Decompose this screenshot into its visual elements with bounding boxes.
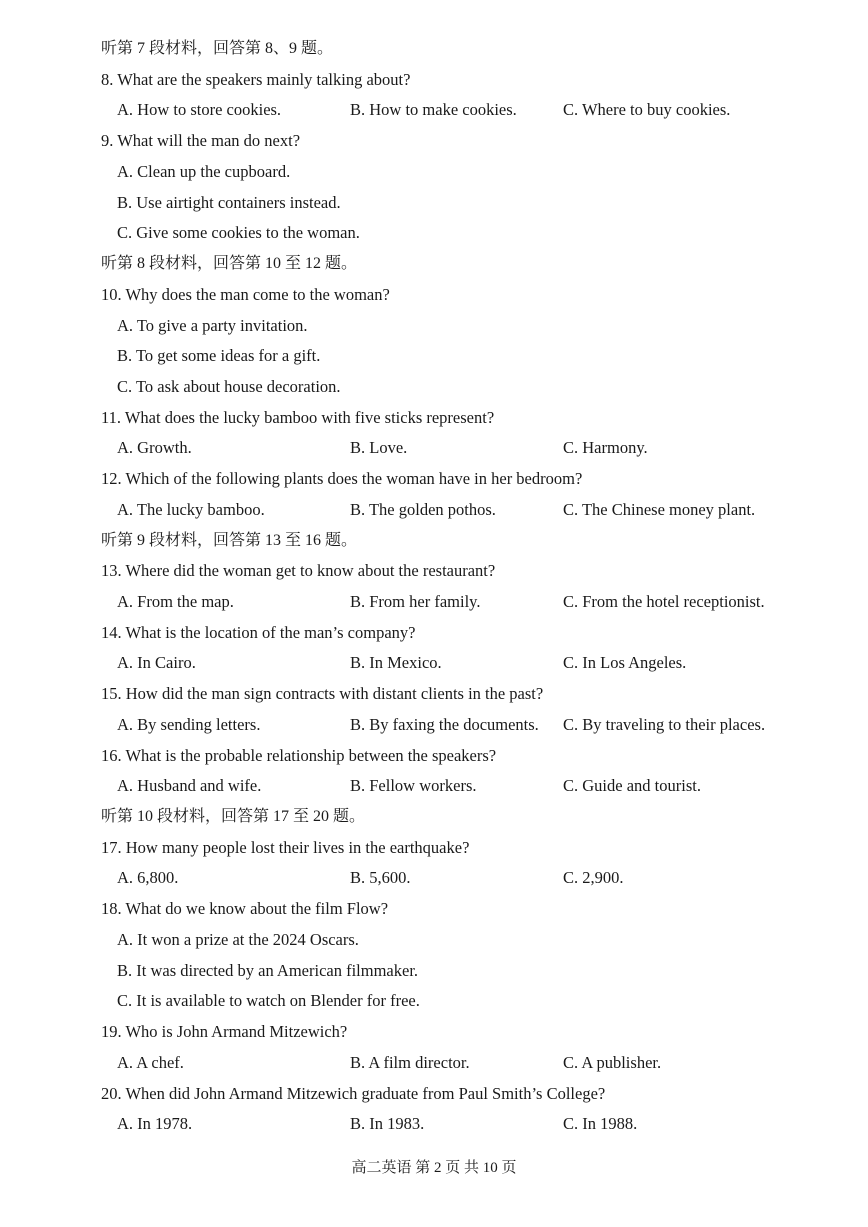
- answer-option: B. A film director.: [350, 1052, 470, 1072]
- question-stem: 13. Where did the woman get to know about the restaurant?: [101, 561, 496, 581]
- question-stem: 9. What will the man do next?: [101, 131, 301, 151]
- answer-option: B. In 1983.: [350, 1114, 425, 1134]
- question-stem: 17. How many people lost their lives in the earthquake?: [101, 837, 470, 857]
- question-stem: 12. Which of the following plants does the woman have in her bedroom?: [101, 469, 583, 489]
- question-stem: 18. What do we know about the film Flow?: [101, 899, 389, 919]
- section-instruction: 听第 10 段材料，回答第 17 至 20 题。: [101, 808, 366, 825]
- answer-option: B. Fellow workers.: [350, 776, 477, 796]
- answer-option: A. From the map.: [117, 592, 234, 611]
- answer-option: C. 2,900.: [563, 868, 624, 888]
- answer-option: C. Harmony.: [563, 438, 648, 458]
- answer-option: C. By traveling to their places.: [563, 714, 766, 734]
- answer-option: C. Give some cookies to the woman.: [117, 223, 360, 243]
- answer-option: A. Husband and wife.: [117, 776, 262, 796]
- answer-option: B. Use airtight containers instead.: [117, 192, 341, 212]
- question-stem: 8. What are the speakers mainly talking about?: [101, 69, 411, 89]
- answer-option: C. In 1988.: [563, 1114, 638, 1134]
- question-stem: 15. How did the man sign contracts with distant clients in the past?: [101, 684, 544, 704]
- answer-option: B. Love.: [350, 438, 408, 458]
- question-stem: 11. What does the lucky bamboo with five sticks represent?: [101, 407, 495, 427]
- answer-option: B. The golden pothos.: [350, 499, 496, 519]
- question-stem: 16. What is the probable relationship between the speakers?: [101, 745, 497, 765]
- answer-option: B. To get some ideas for a gift.: [117, 346, 321, 366]
- answer-option: B. From her family.: [350, 592, 481, 611]
- answer-option: A. How to store cookies.: [117, 100, 282, 120]
- question-stem: 10. Why does the man come to the woman?: [101, 284, 390, 304]
- answer-option: A. Clean up the cupboard.: [117, 161, 291, 181]
- answer-option: A. By sending letters.: [117, 714, 261, 734]
- answer-option: C. A publisher.: [563, 1052, 662, 1072]
- answer-option: C. It is available to watch on Blender for free.: [117, 991, 420, 1011]
- answer-option: A. Growth.: [117, 438, 192, 458]
- answer-option: A. The lucky bamboo.: [117, 499, 265, 519]
- answer-option: C. Where to buy cookies.: [563, 100, 731, 120]
- answer-option: C. From the hotel receptionist.: [563, 592, 765, 611]
- section-instruction: 听第 9 段材料，回答第 13 至 16 题。: [101, 531, 358, 549]
- answer-option: A. A chef.: [117, 1052, 184, 1072]
- answer-option: C. In Los Angeles.: [563, 653, 687, 673]
- answer-option: A. It won a prize at the 2024 Oscars.: [117, 929, 359, 949]
- question-stem: 19. Who is John Armand Mitzewich?: [101, 1022, 348, 1041]
- question-stem: 20. When did John Armand Mitzewich graduate from Paul Smith’s College?: [101, 1083, 606, 1103]
- answer-option: B. In Mexico.: [350, 653, 442, 673]
- answer-option: A. 6,800.: [117, 868, 179, 888]
- answer-option: C. To ask about house decoration.: [117, 376, 341, 396]
- answer-option: A. To give a party invitation.: [117, 315, 308, 335]
- answer-option: A. In Cairo.: [117, 653, 196, 673]
- answer-option: B. How to make cookies.: [350, 100, 517, 120]
- answer-option: A. In 1978.: [117, 1114, 193, 1134]
- answer-option: C. Guide and tourist.: [563, 776, 701, 796]
- answer-option: C. The Chinese money plant.: [563, 499, 756, 519]
- page-footer: 高二英语 第 2 页 共 10 页: [351, 1160, 517, 1176]
- section-instruction: 听第 7 段材料，回答第 8、9 题。: [101, 40, 334, 57]
- answer-option: B. It was directed by an American filmmaker.: [117, 960, 419, 980]
- answer-option: B. 5,600.: [350, 868, 411, 888]
- answer-option: B. By faxing the documents.: [350, 714, 539, 734]
- section-instruction: 听第 8 段材料，回答第 10 至 12 题。: [101, 255, 358, 272]
- question-stem: 14. What is the location of the man’s company?: [101, 622, 416, 642]
